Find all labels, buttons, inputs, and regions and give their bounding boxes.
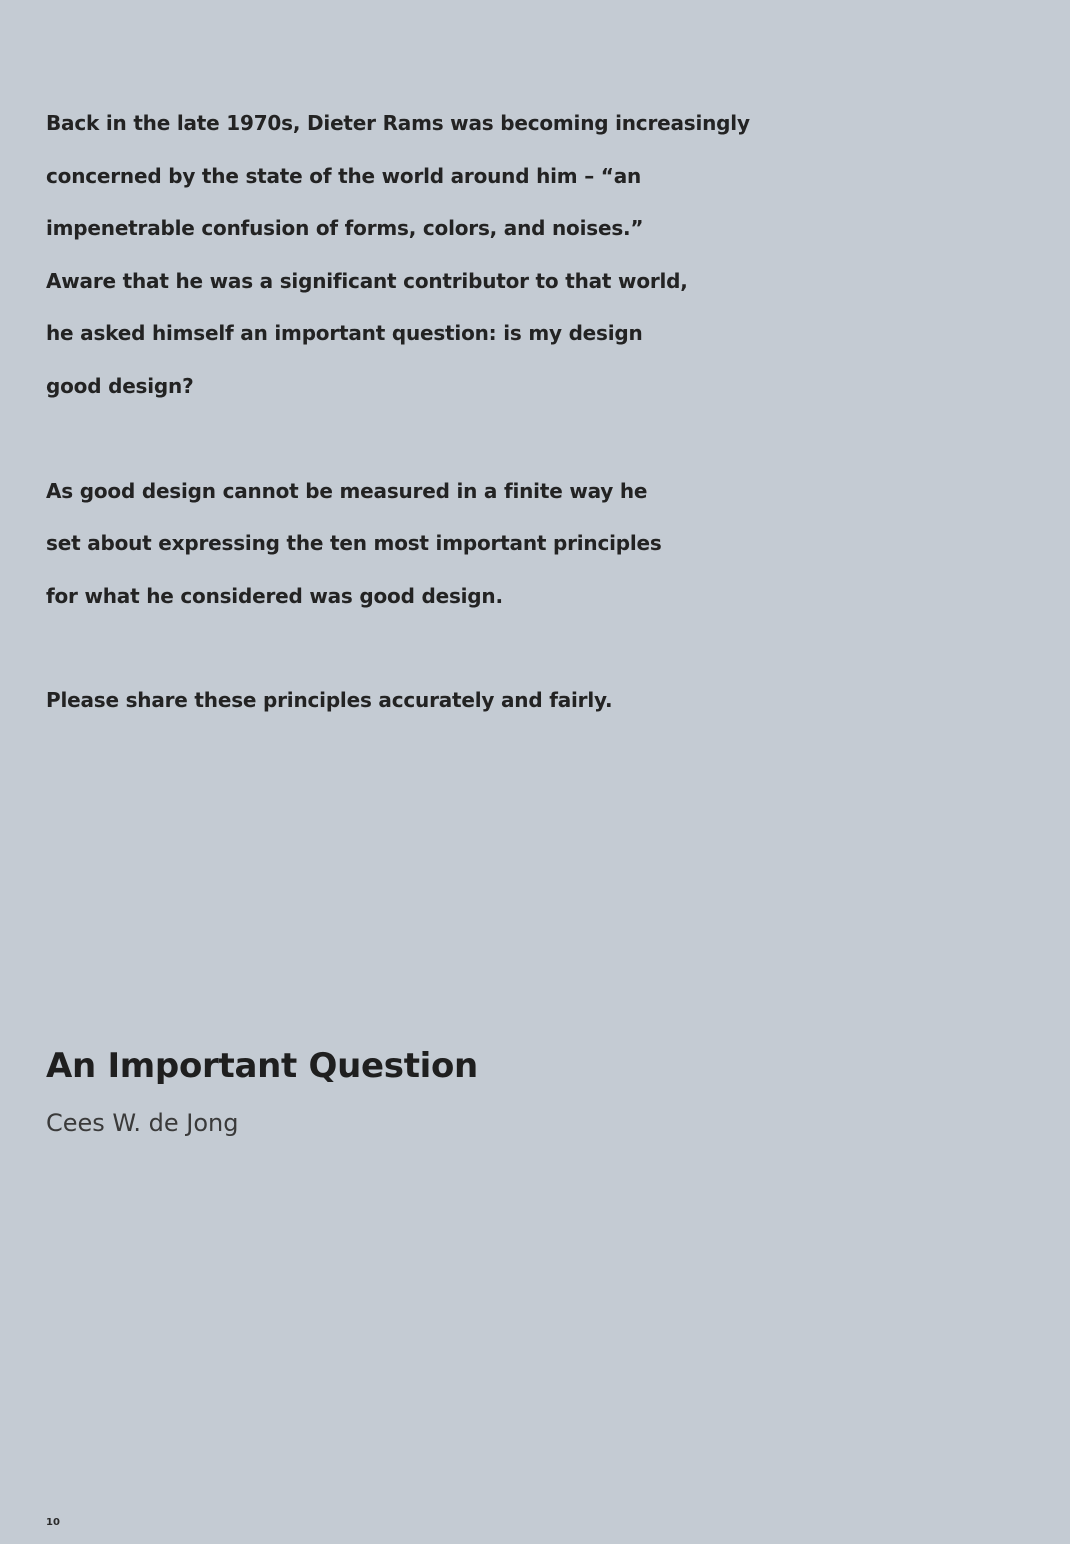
page-number: 10 — [46, 1517, 60, 1528]
paragraph-line: set about expressing the ten most important principles — [46, 531, 662, 556]
paragraph-line: he asked himself an important question: is my design — [46, 321, 643, 346]
paragraph-line: As good design cannot be measured in a finite way he — [46, 478, 648, 503]
paragraph-line: good design? — [46, 373, 194, 398]
section-title: An Important Question — [46, 1046, 478, 1086]
paragraph-line: Aware that he was a significant contributor to that world, — [46, 268, 688, 293]
paragraph-1 — [46, 97, 750, 413]
intro-text — [46, 97, 750, 779]
paragraph-2 — [46, 465, 746, 623]
paragraph-line: for what he considered was good design. — [46, 583, 503, 608]
author-name: Cees W. de Jong — [46, 1109, 239, 1137]
paragraph-line: impenetrable confusion of forms, colors, and noises.” — [46, 216, 644, 241]
paragraph-line: Please share these principles accurately and fairly. — [46, 688, 613, 713]
paragraph-3 — [46, 674, 746, 727]
paragraph-line: Back in the late 1970s, Dieter Rams was becoming increasingly — [46, 111, 750, 135]
paragraph-line: concerned by the state of the world around him – “an — [46, 163, 642, 188]
